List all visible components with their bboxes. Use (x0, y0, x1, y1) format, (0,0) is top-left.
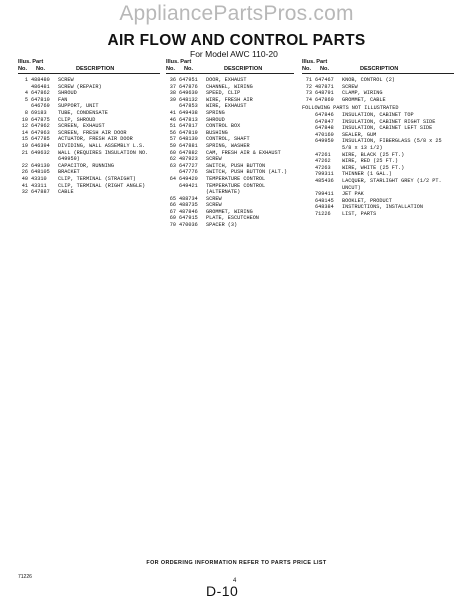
parts-row (302, 119, 454, 126)
parts-row (166, 150, 294, 157)
header-illus-part: Illus. Part (302, 59, 328, 65)
parts-row (18, 97, 160, 104)
parts-row (18, 189, 160, 196)
header-no: No. (302, 66, 312, 72)
parts-row (18, 123, 160, 130)
part-number: 648791 (315, 90, 334, 97)
illus-number: 19 (21, 142, 28, 149)
parts-row (302, 132, 454, 139)
part-description: GROMMET, CABLE (342, 96, 386, 103)
part-description: SPRING (206, 109, 225, 116)
part-description: INSULATION, CABINET RIGHT SIDE (342, 118, 436, 125)
part-number: 488480 (31, 77, 50, 83)
part-description: KNOB, CONTROL (2) (342, 77, 395, 83)
part-number: 649420 (179, 175, 198, 182)
part-description: SPEED, CLIP (206, 90, 241, 97)
parts-row (302, 77, 454, 84)
part-number: 647776 (179, 169, 198, 176)
part-number: 647915 (179, 215, 198, 222)
part-description: CABLE (58, 189, 74, 196)
header-no: No. (166, 66, 176, 72)
parts-row (18, 150, 160, 163)
part-number: 470160 (315, 131, 334, 138)
part-number: 647813 (179, 116, 198, 123)
not-illustrated-note: FOLLOWING PARTS NOT ILLUSTRATED (302, 105, 399, 112)
parts-row (166, 143, 294, 150)
part-number: 647869 (315, 96, 334, 103)
ordering-footer: FOR ORDERING INFORMATION REFER TO PARTS PRICE LIST (146, 560, 327, 566)
parts-row (166, 90, 294, 97)
document-code: 71226 (18, 574, 32, 580)
parts-row (166, 130, 294, 137)
part-description: WALL (REQUIRES INSULATION NO. 649959) (58, 149, 149, 163)
parts-row (302, 138, 454, 151)
header-description: DESCRIPTION (224, 66, 263, 72)
part-number: 647881 (179, 142, 198, 149)
part-description: TUBE, CONDENSATE (58, 109, 108, 116)
part-number: 648105 (31, 169, 50, 176)
part-number: 647951 (179, 77, 198, 83)
part-number: 648132 (179, 96, 198, 103)
part-description: SPRING, WASHER (206, 142, 250, 149)
part-description: INSTRUCTIONS, INSTALLATION (342, 204, 423, 211)
illus-number: 15 (21, 136, 28, 143)
part-description: CLIP, TERMINAL (STRAIGHT) (58, 175, 136, 182)
parts-row (166, 183, 294, 196)
parts-row (166, 97, 294, 104)
part-description: THINNER (1 GAL.) (342, 171, 392, 178)
part-description: BRACKET (58, 169, 80, 176)
part-number: 647887 (31, 189, 50, 196)
parts-row (18, 117, 160, 124)
part-number: 47263 (315, 164, 331, 171)
part-number: 647862 (31, 90, 50, 97)
part-description: WIRE, BLACK (25 FT.) (342, 151, 405, 158)
part-number: 647875 (31, 116, 50, 123)
part-number: 647819 (179, 129, 198, 136)
parts-row (18, 169, 160, 176)
part-number: 647810 (31, 96, 50, 103)
illus-number: 10 (21, 116, 28, 123)
illus-number: 22 (21, 162, 28, 169)
parts-column-2 (166, 58, 294, 229)
parts-row (18, 130, 160, 137)
header-no: No. (18, 66, 28, 72)
part-description: SPACER (3) (206, 222, 238, 229)
illus-number: 37 (169, 83, 176, 90)
parts-row (302, 204, 454, 211)
illus-number: 12 (21, 123, 28, 130)
header-part-no: No. (320, 66, 330, 72)
part-description: SCREW (342, 83, 358, 90)
part-description: BUSHING (206, 129, 228, 136)
part-number: 487871 (315, 83, 334, 90)
illus-number: 64 (169, 175, 176, 182)
part-description: INSULATION, CABINET TOP (342, 111, 414, 118)
parts-row (166, 196, 294, 203)
part-description: BOOKLET, PRODUCT (342, 197, 392, 204)
illus-number: 60 (169, 149, 176, 156)
part-description: GROMMET, WIRING (206, 208, 253, 215)
illus-number: 39 (169, 96, 176, 103)
column-header (166, 58, 294, 74)
header-part-no: No. (36, 66, 46, 72)
parts-row (166, 123, 294, 130)
part-description: LIST, PARTS (342, 210, 377, 217)
part-description: SCREW (58, 77, 74, 83)
part-description: WIRE, EXHAUST (206, 103, 247, 110)
illus-number: 51 (169, 123, 176, 130)
part-description: WIRE, WHITE (25 FT.) (342, 164, 405, 171)
header-description: DESCRIPTION (76, 66, 115, 72)
part-number: 649630 (179, 90, 198, 97)
parts-row (166, 156, 294, 163)
illus-number: 65 (169, 195, 176, 202)
part-description: WIRE, RED (25 FT.) (342, 158, 399, 165)
part-number: 47261 (315, 151, 331, 158)
parts-row (166, 117, 294, 124)
parts-row (302, 152, 454, 159)
part-description: CAM, FRESH AIR & EXHAUST (206, 149, 281, 156)
parts-column-3 (302, 58, 454, 217)
watermark: AppliancePartsPros.com (119, 2, 354, 25)
illus-number: 4 (24, 90, 28, 97)
part-description: SCREW (206, 195, 222, 202)
parts-row (302, 90, 454, 97)
part-description: TEMPERATURE CONTROL (ALTERNATE) (206, 182, 266, 196)
part-description: SCREW (REPAIR) (58, 83, 102, 90)
illus-number: 38 (169, 90, 176, 97)
illus-number: 67 (169, 208, 176, 215)
parts-row (166, 215, 294, 222)
parts-row (18, 103, 160, 110)
part-description: SUPPORT, UNIT (58, 103, 99, 110)
part-description: CLAMP, WIRING (342, 90, 383, 97)
part-description: CONTROL, SHAFT (206, 136, 250, 143)
part-number: 647785 (31, 136, 50, 143)
part-description: LACQUER, STARLIGHT GREY (1/2 PT. UNCUT) (342, 177, 442, 191)
part-number: 47262 (315, 158, 331, 165)
part-number: 649130 (31, 162, 50, 169)
illus-number: 26 (21, 169, 28, 176)
illus-number: 8 (24, 109, 28, 116)
model-subtitle: For Model AWC 110-20 (190, 49, 278, 59)
parts-row (166, 169, 294, 176)
header-description: DESCRIPTION (360, 66, 399, 72)
part-description: CAPACITOR, RUNNING (58, 162, 115, 169)
parts-row (166, 84, 294, 91)
part-number: 648145 (315, 197, 334, 204)
part-number: 488734 (179, 195, 198, 202)
part-description: SCREEN, FRESH AIR DOOR (58, 129, 127, 136)
part-description: SHROUD (206, 116, 225, 123)
part-number: 71226 (315, 210, 331, 217)
illus-number: 21 (21, 149, 28, 156)
part-description: WIRE, FRESH AIR (206, 96, 253, 103)
part-number: 647876 (179, 83, 198, 90)
part-number: 647963 (31, 129, 50, 136)
part-number: 487846 (179, 208, 198, 215)
part-description: INSULATION, FIBERGLASS (5/8 x 25 5/8 x 13 1/2) (342, 138, 442, 151)
part-description: PLATE, ESCUTCHEON (206, 215, 259, 222)
page-title: AIR FLOW AND CONTROL PARTS (107, 32, 366, 49)
part-description: SEALER, GUM (342, 131, 377, 138)
part-description: CONTROL BOX (206, 123, 241, 130)
parts-row (18, 163, 160, 170)
part-number: 488735 (179, 202, 198, 209)
parts-row (166, 103, 294, 110)
column-header (302, 58, 454, 74)
header-illus-part: Illus. Part (18, 59, 44, 65)
part-description: CHANNEL, WIRING (206, 83, 253, 90)
parts-row (302, 171, 454, 178)
part-number: 647817 (179, 123, 198, 130)
part-description: ACTUATOR, FRESH AIR DOOR (58, 136, 133, 143)
parts-row (302, 112, 454, 119)
part-description: SCREW (206, 156, 222, 163)
illus-number: 70 (169, 222, 176, 229)
illus-number: 71 (305, 77, 312, 83)
parts-row (18, 84, 160, 91)
part-number: 649959 (315, 138, 334, 145)
parts-row (302, 178, 454, 191)
part-number: 646394 (31, 142, 50, 149)
part-description: SCREW (206, 202, 222, 209)
page-number: D-10 (206, 583, 239, 599)
parts-row (18, 77, 160, 84)
part-number: 486481 (31, 83, 50, 90)
parts-row (302, 97, 454, 104)
parts-row (166, 77, 294, 84)
parts-row (166, 136, 294, 143)
part-number: 485436 (315, 177, 334, 184)
part-description: CLIP, SHROUD (58, 116, 96, 123)
parts-row (166, 209, 294, 216)
illus-number: 40 (21, 175, 28, 182)
parts-row (302, 84, 454, 91)
illus-number: 72 (305, 83, 312, 90)
parts-row (302, 165, 454, 172)
parts-row (18, 110, 160, 117)
parts-row (302, 191, 454, 198)
part-number: 43311 (31, 182, 47, 189)
part-number: 69183 (31, 109, 47, 116)
part-number: 487923 (179, 156, 198, 163)
illus-number: 41 (21, 182, 28, 189)
parts-row (302, 211, 454, 218)
part-number: 648130 (179, 136, 198, 143)
parts-column-1 (18, 58, 160, 196)
part-description: DIVIDING, WALL ASSEMBLY L.S. (58, 142, 146, 149)
illus-number: 69 (169, 215, 176, 222)
illus-number: 32 (21, 189, 28, 196)
illus-number: 73 (305, 90, 312, 97)
part-description: CLIP, TERMINAL (RIGHT ANGLE) (58, 182, 146, 189)
column-header (18, 58, 160, 74)
illus-number: 56 (169, 129, 176, 136)
parts-row (18, 136, 160, 143)
part-number: 647847 (315, 118, 334, 125)
part-description: DOOR, EXHAUST (206, 77, 247, 83)
illus-number: 36 (169, 77, 176, 83)
part-number: 649632 (31, 149, 50, 156)
part-number: 799411 (315, 191, 334, 198)
parts-row (18, 143, 160, 150)
illus-number: 62 (169, 156, 176, 163)
parts-row (302, 158, 454, 165)
part-description: TEMPERATURE CONTROL (206, 175, 266, 182)
part-description: SWITCH, PUSH BUTTON (206, 162, 266, 169)
header-part-no: No. (184, 66, 194, 72)
illus-number: 57 (169, 136, 176, 143)
parts-row (18, 176, 160, 183)
part-number: 649421 (179, 182, 198, 189)
part-number: 647467 (315, 77, 334, 83)
illus-number: 46 (169, 116, 176, 123)
part-description: SHROUD (58, 90, 77, 97)
part-description: JET PAK (342, 191, 364, 198)
parts-row (166, 222, 294, 229)
part-number: 647848 (315, 125, 334, 132)
part-number: 799311 (315, 171, 334, 178)
part-description: INSULATION, CABINET LEFT SIDE (342, 125, 433, 132)
part-number: 647846 (315, 111, 334, 118)
part-number: 43310 (31, 175, 47, 182)
illus-number: 63 (169, 162, 176, 169)
parts-row (18, 90, 160, 97)
part-number: 647882 (179, 149, 198, 156)
part-number: 648384 (315, 204, 334, 211)
parts-row (302, 198, 454, 205)
illus-number: 74 (305, 96, 312, 103)
part-number: 647853 (179, 103, 198, 110)
parts-row (166, 176, 294, 183)
part-number: 470036 (179, 222, 198, 229)
part-number: 647727 (179, 162, 198, 169)
parts-row (166, 163, 294, 170)
part-number: 649438 (179, 109, 198, 116)
parts-row (18, 183, 160, 190)
parts-row (166, 202, 294, 209)
part-number: 646769 (31, 103, 50, 110)
part-number: 647962 (31, 123, 50, 130)
part-description: FAN (58, 96, 68, 103)
parts-row (302, 125, 454, 132)
illus-number: 41 (169, 109, 176, 116)
parts-row (166, 110, 294, 117)
header-illus-part: Illus. Part (166, 59, 192, 65)
part-description: SCREEN, EXHAUST (58, 123, 105, 130)
page-mark: 4 (233, 578, 237, 584)
illus-number: 1 (24, 77, 28, 83)
part-description: SWITCH, PUSH BUTTON (ALT.) (206, 169, 287, 176)
illus-number: 5 (24, 96, 28, 103)
illus-number: 14 (21, 129, 28, 136)
illus-number: 66 (169, 202, 176, 209)
illus-number: 59 (169, 142, 176, 149)
